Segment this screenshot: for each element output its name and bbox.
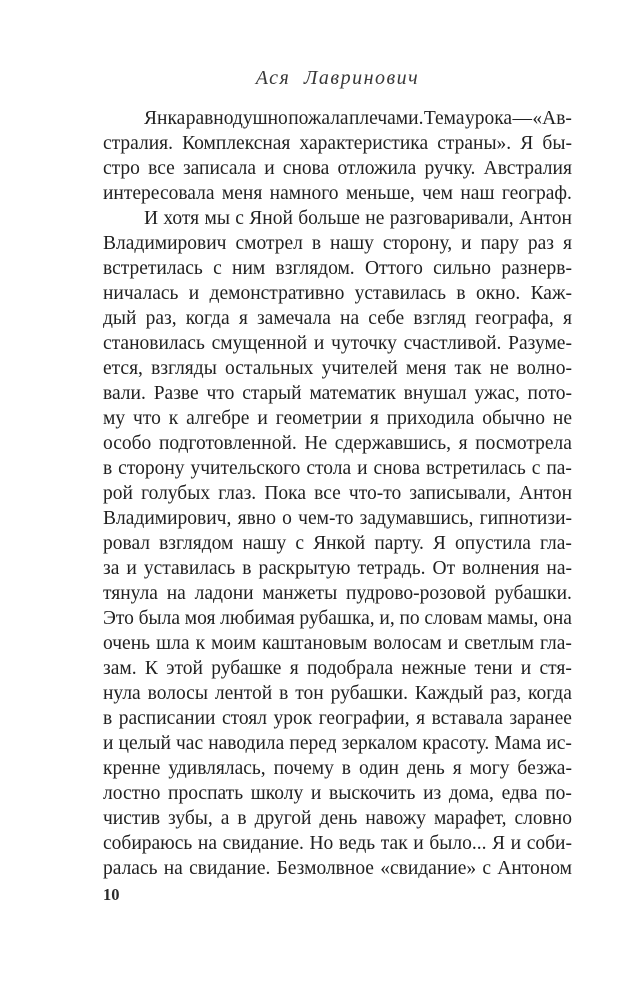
text-line: и целый час наводила перед зеркалом красоту. Мама ис- <box>103 733 572 754</box>
text-line: в сторону учительского стола и снова встретилась с па- <box>103 458 572 479</box>
text-line: встретилась с ним взглядом. Оттого сильно разнерв- <box>103 258 572 279</box>
text-line: Янка равнодушно пожала плечами. Тема урока — «Ав- <box>144 108 572 129</box>
text-line: ралась на свидание. Безмолвное «свидание» с Антоном <box>103 858 572 879</box>
text-line: рой голубых глаз. Пока все что-то записывали, Антон <box>103 483 572 504</box>
text-line: интересовала меня намного меньше, чем наш географ. <box>103 183 572 204</box>
text-line: Это была моя любимая рубашка, и, по словам мамы, она <box>103 608 572 629</box>
page-number: 10 <box>103 885 120 904</box>
text-line: дый раз, когда я замечала на себе взгляд географа, я <box>103 308 572 329</box>
text-line: ется, взгляды остальных учителей меня так не волно- <box>103 358 572 379</box>
text-line: кренне удивлялась, почему в один день я могу безжа- <box>103 758 572 779</box>
text-line: в расписании стоял урок географии, я вставала заранее <box>103 708 572 729</box>
text-line: му что к алгебре и геометрии я приходила обычно не <box>103 408 572 429</box>
text-line: Владимирович, явно о чем-то задумавшись, гипнотизи- <box>103 508 572 529</box>
text-line: становилась смущенной и чуточку счастливой. Разуме- <box>103 333 572 354</box>
text-line: И хотя мы с Яной больше не разговаривали, Антон <box>144 208 572 229</box>
text-block <box>103 106 572 881</box>
text-line: особо подготовленной. Не сдержавшись, я посмотрела <box>103 433 572 454</box>
text-line: вали. Разве что старый математик внушал ужас, пото- <box>103 383 572 404</box>
text-line: нула волосы лентой в тон рубашки. Каждый раз, когда <box>103 683 572 704</box>
text-line: собираюсь на свидание. Но ведь так и было... Я и соби- <box>103 833 572 854</box>
text-line: ровал взглядом нашу с Янкой парту. Я опустила гла- <box>103 533 572 554</box>
paragraph <box>103 206 572 881</box>
paragraph <box>103 106 572 206</box>
text-line: тянула на ладони манжеты пудрово-розовой рубашки. <box>103 583 572 604</box>
author-header: Ася Лавринович <box>255 67 420 89</box>
text-line: стралия. Комплексная характеристика страны». Я бы- <box>103 133 572 154</box>
text-line: очень шла к моим каштановым волосам и светлым гла- <box>103 633 572 654</box>
text-line: ничалась и демонстративно уставилась в окно. Каж- <box>103 283 572 304</box>
text-line: лостно проспать школу и выскочить из дома, едва по- <box>103 783 572 804</box>
text-line: стро все записала и снова отложила ручку. Австралия <box>103 158 572 179</box>
text-line: за и уставилась в раскрытую тетрадь. От волнения на- <box>103 558 572 579</box>
text-line: чистив зубы, а в другой день навожу марафет, словно <box>103 808 572 829</box>
text-line: зам. К этой рубашке я подобрала нежные тени и стя- <box>103 658 572 679</box>
text-line: Владимирович смотрел в нашу сторону, и пару раз я <box>103 233 572 254</box>
